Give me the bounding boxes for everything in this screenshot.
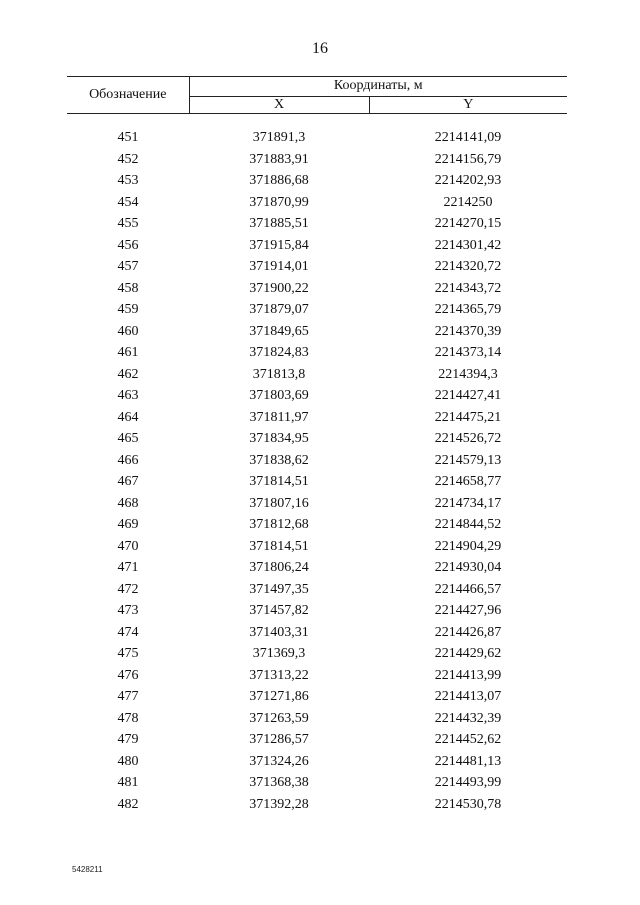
point-designation: 479: [117, 732, 139, 747]
x-coordinate: 371403,31: [249, 624, 309, 640]
y-coordinate: 2214526,72: [434, 431, 502, 446]
y-coordinate: 2214426,87: [434, 624, 502, 640]
point-designation: 462: [117, 366, 139, 382]
point-designation: 466: [117, 452, 139, 468]
table-body: [67, 114, 567, 816]
x-coordinate: 371497,35: [249, 581, 309, 597]
table-row: [67, 170, 567, 192]
page-number: 16: [312, 40, 328, 57]
y-coordinate: 2214930,04: [434, 560, 502, 575]
point-designation: 471: [117, 560, 139, 575]
x-coordinate: 371849,65: [249, 323, 309, 339]
table-row: [67, 536, 567, 558]
y-coordinate: 2214493,99: [434, 775, 502, 790]
y-coordinate: 2214156,79: [434, 151, 502, 167]
y-coordinate: 2214432,39: [434, 710, 502, 726]
point-designation: 463: [117, 388, 139, 403]
table-row: [67, 278, 567, 300]
y-coordinate: 2214413,99: [434, 667, 502, 683]
point-designation: 476: [117, 667, 139, 683]
document-code: 5428211: [72, 865, 103, 874]
y-coordinate: 2214452,62: [434, 732, 502, 747]
y-coordinate: 2214658,77: [434, 474, 502, 489]
x-coordinate: 371457,82: [249, 603, 309, 618]
x-coordinate: 371891,3: [252, 130, 306, 145]
table-row: [67, 493, 567, 515]
table-row: [67, 213, 567, 235]
y-coordinate: 2214320,72: [434, 259, 502, 274]
table-row: [67, 149, 567, 171]
y-coordinate: 2214250: [443, 194, 493, 210]
point-designation: 481: [117, 775, 139, 790]
y-coordinate: 2214579,13: [434, 452, 502, 468]
x-coordinate: 371392,28: [249, 796, 309, 812]
point-designation: 451: [117, 130, 139, 145]
table-row: [67, 364, 567, 386]
y-coordinate: 2214365,79: [434, 302, 502, 317]
table-row: [67, 256, 567, 278]
x-coordinate: 371812,68: [249, 517, 309, 532]
x-coordinate: 371313,22: [249, 667, 309, 683]
x-coordinate: 371286,57: [249, 732, 309, 747]
point-designation: 457: [117, 259, 139, 274]
point-designation: 480: [117, 753, 139, 769]
point-designation: 467: [117, 474, 139, 489]
table-header: [67, 77, 567, 114]
point-designation: 469: [117, 517, 139, 532]
point-designation: 455: [117, 216, 139, 231]
point-designation: 478: [117, 710, 139, 726]
point-designation: 465: [117, 431, 139, 446]
point-designation: 468: [117, 495, 139, 511]
y-coordinate: 2214301,42: [434, 237, 502, 253]
designation-header: Обозначение: [67, 77, 189, 114]
point-designation: 473: [117, 603, 139, 618]
table-row: [67, 385, 567, 407]
table-row: [67, 235, 567, 257]
x-coordinate: 371885,51: [249, 216, 309, 231]
x-coordinate: 371324,26: [249, 753, 309, 769]
x-coordinate: 371886,68: [249, 173, 309, 188]
point-designation: 454: [117, 194, 139, 210]
point-designation: 456: [117, 237, 139, 253]
table-row: [67, 643, 567, 665]
coordinates-header: Координаты, м: [189, 77, 567, 97]
table-row: [67, 450, 567, 472]
x-coordinate: 371806,24: [249, 560, 309, 575]
y-header: Y: [369, 96, 567, 113]
y-coordinate: 2214466,57: [434, 581, 502, 597]
point-designation: 458: [117, 280, 139, 296]
point-designation: 461: [117, 345, 139, 360]
table-row: [67, 579, 567, 601]
table-row: [67, 428, 567, 450]
table-row: [67, 794, 567, 816]
x-header: X: [189, 96, 369, 113]
table-row: [67, 471, 567, 493]
table-row: [67, 708, 567, 730]
x-coordinate: 371811,97: [249, 409, 309, 425]
x-coordinate: 371915,84: [249, 237, 309, 253]
x-coordinate: 371883,91: [249, 151, 309, 167]
y-coordinate: 2214844,52: [434, 517, 502, 532]
x-coordinate: 371813,8: [252, 366, 306, 382]
table-row: [67, 342, 567, 364]
y-coordinate: 2214427,41: [434, 388, 502, 403]
table-row: [67, 751, 567, 773]
x-coordinate: 371814,51: [249, 474, 309, 489]
point-designation: 482: [117, 796, 139, 812]
header-spacer: [67, 114, 567, 128]
table-row: [67, 192, 567, 214]
point-designation: 459: [117, 302, 139, 317]
x-coordinate: 371369,3: [252, 646, 306, 661]
y-coordinate: 2214481,13: [434, 753, 502, 769]
point-designation: 453: [117, 173, 139, 188]
table-row: [67, 407, 567, 429]
table-row: [67, 127, 567, 149]
x-coordinate: 371879,07: [249, 302, 309, 317]
point-designation: 477: [117, 689, 139, 704]
y-coordinate: 2214734,17: [434, 495, 502, 511]
table-row: [67, 557, 567, 579]
y-coordinate: 2214270,15: [434, 216, 502, 231]
point-designation: 464: [117, 409, 139, 425]
y-coordinate: 2214530,78: [434, 796, 502, 812]
table-row: [67, 772, 567, 794]
x-coordinate: 371838,62: [249, 452, 309, 468]
x-coordinate: 371803,69: [249, 388, 309, 403]
point-designation: 474: [117, 624, 139, 640]
x-coordinate: 371900,22: [249, 280, 309, 296]
point-designation: 460: [117, 323, 139, 339]
table-row: [67, 321, 567, 343]
y-coordinate: 2214370,39: [434, 323, 502, 339]
table-row: [67, 299, 567, 321]
y-coordinate: 2214373,14: [434, 345, 502, 360]
x-coordinate: 371834,95: [249, 431, 309, 446]
coordinates-table: [67, 76, 567, 815]
y-coordinate: 2214343,72: [434, 280, 502, 296]
table-row: [67, 622, 567, 644]
x-coordinate: 371368,38: [249, 775, 309, 790]
y-coordinate: 2214429,62: [434, 646, 502, 661]
x-coordinate: 371807,16: [249, 495, 309, 511]
y-coordinate: 2214413,07: [434, 689, 502, 704]
y-coordinate: 2214202,93: [434, 173, 502, 188]
x-coordinate: 371271,86: [249, 689, 309, 704]
y-coordinate: 2214141,09: [434, 130, 502, 145]
point-designation: 475: [117, 646, 139, 661]
y-coordinate: 2214475,21: [434, 409, 502, 425]
y-coordinate: 2214394,3: [438, 366, 498, 382]
table-row: [67, 514, 567, 536]
x-coordinate: 371814,51: [249, 538, 309, 554]
table-row: [67, 729, 567, 751]
x-coordinate: 371870,99: [249, 194, 309, 210]
point-designation: 472: [117, 581, 139, 597]
point-designation: 470: [117, 538, 139, 554]
x-coordinate: 371914,01: [249, 259, 309, 274]
x-coordinate: 371824,83: [249, 345, 309, 360]
table-row: [67, 686, 567, 708]
x-coordinate: 371263,59: [249, 710, 309, 726]
table-row: [67, 665, 567, 687]
table-row: [67, 600, 567, 622]
y-coordinate: 2214904,29: [434, 538, 502, 554]
point-designation: 452: [117, 151, 139, 167]
y-coordinate: 2214427,96: [434, 603, 502, 618]
